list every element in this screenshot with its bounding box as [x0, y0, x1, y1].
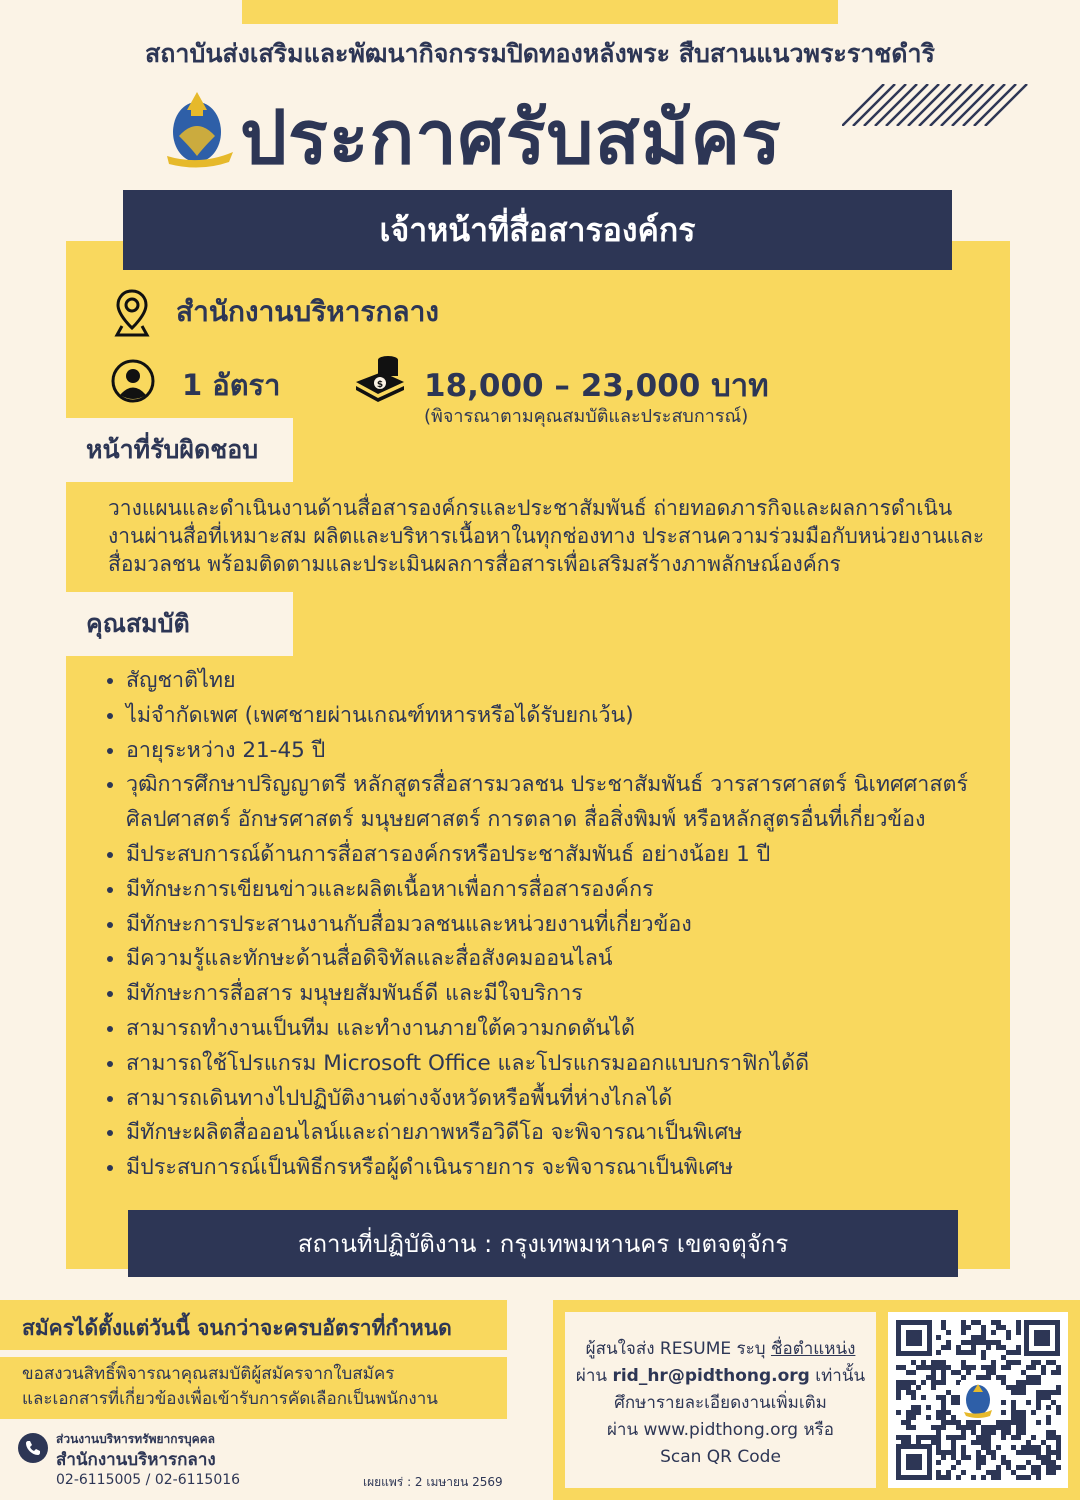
list-item: • มีทักษะผลิตสื่อออนไลน์และถ่ายภาพหรือวิดีโอ จะพิจารณาเป็นพิเศษ	[126, 1116, 1026, 1151]
duties-heading: หน้าที่รับผิดชอบ	[66, 418, 293, 482]
email-address[interactable]: rid_hr@pidthong.org	[612, 1366, 810, 1386]
contact-line-4[interactable]: ผ่าน www.pidthong.org หรือ	[606, 1420, 835, 1440]
workplace-bar: สถานที่ปฏิบัติงาน : กรุงเทพมหานคร เขตจตุจักร	[128, 1210, 958, 1277]
contact-line-2	[565, 1363, 876, 1390]
list-item: • มีทักษะการเขียนข่าวและผลิตเนื้อหาเพื่อการสื่อสารองค์กร	[126, 873, 1026, 908]
list-item: • มีประสบการณ์เป็นพิธีกรหรือผู้ดำเนินรายการ จะพิจารณาเป็นพิเศษ	[126, 1151, 1026, 1186]
list-item: • อายุระหว่าง 21-45 ปี	[126, 734, 1026, 769]
phone-icon	[18, 1433, 48, 1463]
svg-text:$: $	[376, 380, 384, 390]
institute-logo	[163, 86, 237, 172]
contact-line-2-prefix: ผ่าน	[575, 1366, 613, 1386]
list-item: • มีความรู้และทักษะด้านสื่อดิจิทัลและสื่อสังคมออนไลน์	[126, 942, 1026, 977]
position-title: เจ้าหน้าที่สื่อสารองค์กร	[123, 190, 952, 270]
top-accent-bar	[242, 0, 838, 24]
position-name-link: ชื่อตำแหน่ง	[770, 1339, 856, 1359]
list-item: • สามารถทำงานเป็นทีม และทำงานภายใต้ความกดดันได้	[126, 1012, 1026, 1047]
list-item: • ไม่จำกัดเพศ (เพศชายผ่านเกณฑ์ทหารหรือได้รับยกเว้น)	[126, 699, 1026, 734]
contact-line-1-prefix: ผู้สนใจส่ง RESUME ระบุ	[585, 1339, 771, 1359]
list-item: • มีประสบการณ์ด้านการสื่อสารองค์กรหรือประชาสัมพันธ์ อย่างน้อย 1 ปี	[126, 838, 1026, 873]
qr-code[interactable]	[888, 1312, 1068, 1488]
duties-text: วางแผนและดำเนินงานด้านสื่อสารองค์กรและประชาสัมพันธ์ ถ่ายทอดภารกิจและผลการดำเนินงานผ่านสื่อที่เหมาะสม ผลิตและบริหารเนื้อหาในทุกช่องทาง ประสานความร่วมมือกับหน่วยงานและสื่อมวลชน พร้อมติดตามและประเมินผลการสื่อสารเพื่อเสริมสร้างภาพลักษณ์องค์กร	[108, 496, 985, 576]
qualifications-heading: คุณสมบัติ	[66, 592, 293, 656]
list-item: • สามารถใช้โปรแกรม Microsoft Office และโปรแกรมออกแบบกราฟิกได้ดี	[126, 1047, 1026, 1082]
qr-code-graphic	[888, 1312, 1068, 1488]
salary-note: (พิจารณาตามคุณสมบัติและประสบการณ์)	[424, 406, 749, 427]
money-stack-icon	[352, 352, 408, 408]
person-icon	[110, 358, 156, 404]
contact-text	[565, 1336, 876, 1471]
list-item: • สัญชาติไทย	[126, 664, 1026, 699]
contact-line-5: Scan QR Code	[660, 1447, 781, 1467]
apply-period: สมัครได้ตั้งแต่วันนี้ จนกว่าจะครบอัตราที่กำหนด	[22, 1316, 452, 1340]
published-date: เผยแพร่ : 2 เมษายน 2569	[363, 1475, 503, 1489]
list-item: • มีทักษะการสื่อสาร มนุษยสัมพันธ์ดี และมีใจบริการ	[126, 977, 1026, 1012]
contact-line-3: ศึกษารายละเอียดงานเพิ่มเติม	[614, 1393, 827, 1413]
list-item: • วุฒิการศึกษาปริญญาตรี หลักสูตรสื่อสารมวลชน ประชาสัมพันธ์ วารสารศาสตร์ นิเทศศาสตร์ ศิลปศาสตร์ อักษรศาสตร์ มนุษยศาสตร์ การตลาด สื่อสิ่งพิมพ์ หรือหลักสูตรอื่นที่เกี่ยวข้อง	[126, 768, 1026, 838]
reserve-line-1: ขอสงวนสิทธิ์พิจารณาคุณสมบัติผู้สมัครจากใบสมัคร	[22, 1364, 395, 1384]
list-item: • มีทักษะการประสานงานกับสื่อมวลชนและหน่วยงานที่เกี่ยวข้อง	[126, 908, 1026, 943]
hr-department: สำนักงานบริหารกลาง	[56, 1450, 216, 1470]
hr-unit: ส่วนงานบริหารทรัพยากรบุคคล	[56, 1432, 215, 1446]
map-pin-icon	[114, 288, 150, 338]
contact-line-2-suffix: เท่านั้น	[809, 1366, 866, 1386]
institute-name: สถาบันส่งเสริมและพัฒนากิจกรรมปิดทองหลังพระ สืบสานแนวพระราชดำริ	[145, 39, 935, 68]
list-item: • สามารถเดินทางไปปฏิบัติงานต่างจังหวัดหรือพื้นที่ห่างไกลได้	[126, 1082, 1026, 1117]
reserve-line-2: และเอกสารที่เกี่ยวข้องเพื่อเข้ารับการคัดเลือกเป็นพนักงาน	[22, 1389, 438, 1409]
salary-range: 18,000 – 23,000 บาท	[424, 368, 769, 404]
department-label: สำนักงานบริหารกลาง	[176, 295, 439, 328]
hatch-decoration	[842, 84, 1028, 126]
page-title: ประกาศรับสมัคร	[240, 95, 782, 181]
contact-line-1	[565, 1336, 876, 1363]
openings-count: 1 อัตรา	[182, 368, 281, 402]
reserve-rights	[22, 1362, 502, 1412]
qualifications-list	[100, 664, 1026, 1186]
phone-numbers[interactable]: 02-6115005 / 02-6115016	[56, 1472, 241, 1488]
